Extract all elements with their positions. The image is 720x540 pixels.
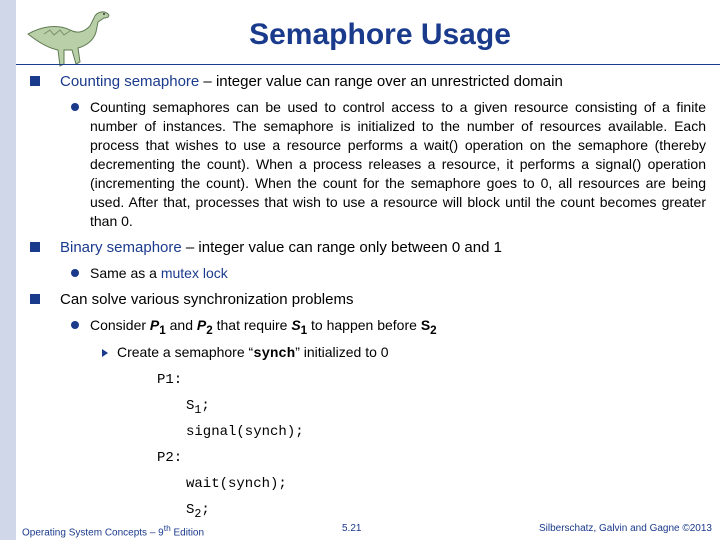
create-semaphore-prefix: Create a semaphore “ (117, 343, 254, 360)
page-title: Semaphore Usage (249, 18, 511, 51)
counting-semaphore-desc: – integer value can range over an unrestricted domain (199, 73, 563, 90)
bullet-synchronization (30, 290, 706, 309)
round-bullet-icon (71, 321, 79, 329)
code-s2-statement (186, 502, 210, 521)
p2-symbol: P (196, 317, 207, 333)
code-s1-subscript: 1 (194, 402, 202, 417)
consider-text: Consider (90, 317, 150, 333)
s1-symbol: S (291, 317, 301, 333)
footer-page-number: 5.21 (342, 523, 362, 534)
code-p2-label: P2: (157, 450, 183, 466)
binary-semaphore-desc: – integer value can range only between 0 and 1 (181, 239, 502, 256)
code-s1-symbol: S (186, 398, 195, 414)
counting-semaphore-detail-text: Counting semaphores can be used to control access to a given resource consisting of a finite number of instances. The semaphore is initialized to the number of resources available. Each process that wishes to use a resource performs a wait() operation on the semaphore (thereby decrementing the count). When a process releases a resource, it performs a signal() operation (incrementing the count). When the count for the semaphore goes to 0, all resources are being used. After that, processes that wish to use a resource will block until the count becomes greater than 0. (90, 99, 706, 229)
footer-book-title (22, 523, 204, 538)
create-semaphore-suffix: ” initialized to 0 (295, 343, 389, 360)
require-text: that require (212, 317, 292, 333)
create-semaphore-item (90, 343, 706, 364)
title-divider (16, 64, 720, 65)
square-bullet-icon (30, 76, 40, 86)
triangle-bullet-icon (102, 349, 108, 357)
and-text: and (165, 317, 197, 333)
footer-edition-sup: th (163, 523, 171, 533)
s2-symbol: S (420, 317, 431, 333)
code-s2-symbol: S (186, 502, 195, 518)
before-text: to happen before (307, 317, 421, 333)
code-s2-subscript: 2 (194, 506, 202, 521)
bullet-counting-semaphore (30, 72, 706, 91)
p1-symbol: P (149, 317, 160, 333)
code-wait-statement: wait(synch); (186, 476, 287, 492)
footer-authors: Silberschatz, Galvin and Gagne ©2013 (538, 523, 712, 534)
round-bullet-icon (71, 103, 79, 111)
consider-processes-item (60, 316, 706, 340)
square-bullet-icon (30, 294, 40, 304)
left-sidebar-strip (0, 0, 16, 540)
slide-content (30, 72, 706, 368)
synchronization-text: Can solve various synchronization problems (60, 291, 354, 308)
code-signal-statement: signal(synch); (186, 424, 304, 440)
binary-detail-prefix: Same as a (90, 265, 161, 281)
binary-semaphore-term: Binary semaphore (60, 239, 182, 256)
mutex-lock-term: mutex lock (160, 265, 228, 281)
bullet-binary-semaphore (30, 238, 706, 257)
s2-subscript: 2 (430, 323, 437, 337)
footer-book-prefix: Operating System Concepts – 9 (22, 527, 164, 539)
synch-code: synch (253, 345, 296, 362)
counting-semaphore-term: Counting semaphore (60, 73, 200, 90)
round-bullet-icon (71, 269, 79, 277)
code-p1-label: P1: (157, 372, 183, 388)
code-s2-semicolon: ; (201, 502, 210, 518)
counting-semaphore-detail (60, 98, 706, 231)
square-bullet-icon (30, 242, 40, 252)
code-s1-semicolon: ; (201, 398, 210, 414)
s1-subscript: 1 (300, 323, 308, 337)
p2-subscript: 2 (206, 323, 213, 337)
p1-subscript: 1 (159, 323, 166, 337)
code-s1-statement (186, 398, 210, 417)
footer-book-suffix: Edition (170, 527, 205, 539)
binary-semaphore-detail (60, 264, 706, 283)
